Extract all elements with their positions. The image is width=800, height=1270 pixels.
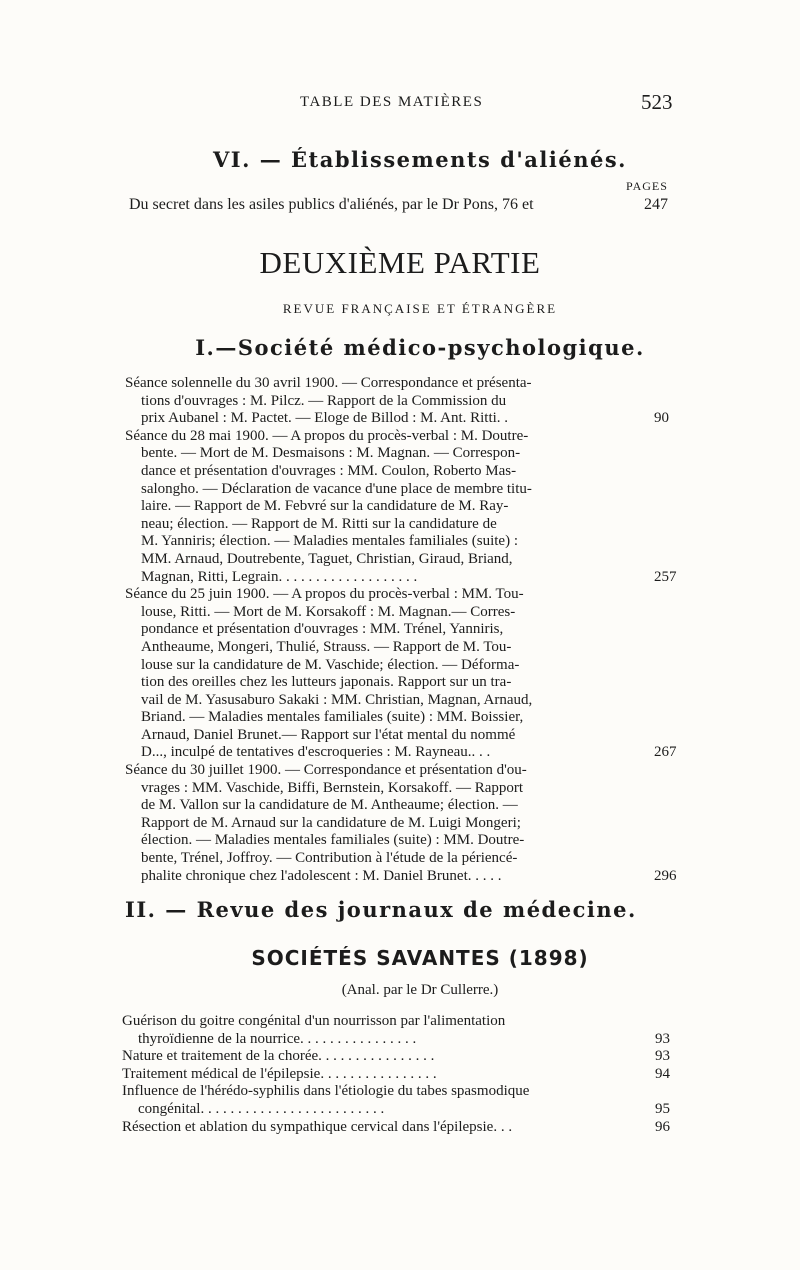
- toc-line: [125, 709, 675, 727]
- toc-line-text: vail de M. Yasusaburo Sakaki : MM. Christian, Magnan, Arnaud,: [141, 691, 533, 708]
- section-heading-i: I.—Société médico-psychologique.: [195, 335, 645, 360]
- toc-line-text: thyroïdienne de la nourrice. . . . . . . . . . . . . . . .: [138, 1030, 417, 1047]
- toc-line-text: Guérison du goitre congénital d'un nourrisson par l'alimentation: [122, 1013, 506, 1029]
- toc-line-page: 296: [654, 867, 677, 884]
- toc-line-text: phalite chronique chez l'adolescent : M. Daniel Brunet. . . . .: [141, 867, 502, 884]
- toc-line: [122, 1031, 677, 1049]
- toc-line: [122, 1101, 677, 1119]
- toc-line: [125, 604, 675, 622]
- toc-line: [125, 692, 675, 710]
- toc-line: [125, 393, 675, 411]
- toc-line: [125, 780, 675, 798]
- toc-line-text: vrages : MM. Vaschide, Biffi, Bernstein, Korsakoff. — Rapport: [141, 779, 524, 796]
- toc-line: [125, 850, 675, 868]
- toc-line: [122, 1013, 677, 1031]
- toc-line: [125, 674, 675, 692]
- analyst-credit: (Anal. par le Dr Cullerre.): [341, 982, 499, 998]
- toc-line-text: laire. — Rapport de M. Febvré sur la candidature de M. Ray-: [141, 498, 509, 515]
- toc-list-societe: [125, 375, 675, 885]
- toc-line-text: prix Aubanel : M. Pactet. — Eloge de Billod : M. Ant. Ritti. .: [141, 410, 509, 427]
- toc-line: [125, 586, 675, 604]
- toc-line: [125, 832, 675, 850]
- toc-line: [125, 797, 675, 815]
- toc-line: [122, 1083, 677, 1101]
- toc-line-text: dance et présentation d'ouvrages : MM. Coulon, Roberto Mas-: [141, 462, 517, 479]
- toc-line-text: élection. — Maladies mentales familiales (suite) : MM. Doutre-: [141, 832, 525, 849]
- toc-line: [125, 463, 675, 481]
- toc-line-text: Antheaume, Mongeri, Thulié, Strauss. — Rapport de M. Tou-: [141, 638, 512, 655]
- toc-line-text: Influence de l'hérédo-syphilis dans l'étiologie du tabes spasmodique: [122, 1083, 530, 1100]
- part-title: DEUXIÈME PARTIE: [259, 245, 541, 280]
- toc-line-page: 93: [655, 1030, 670, 1047]
- toc-line-page: 267: [654, 744, 677, 761]
- toc-entry-page: 247: [644, 196, 668, 213]
- toc-line-text: neau; élection. — Rapport de M. Ritti sur la candidature de: [141, 515, 497, 532]
- toc-line-page: 96: [655, 1118, 670, 1135]
- page-number: 523: [641, 90, 673, 114]
- toc-line-text: Arnaud, Daniel Brunet.— Rapport sur l'état mental du nommé: [141, 726, 516, 743]
- toc-line-text: bente. — Mort de M. Desmaisons : M. Magnan. — Correspon-: [141, 445, 521, 462]
- toc-line-text: Séance du 30 juillet 1900. — Correspondance et présentation d'ou-: [125, 762, 527, 779]
- toc-line: [125, 428, 675, 446]
- toc-line: [125, 657, 675, 675]
- running-title: TABLE DES MATIÈRES: [300, 94, 484, 110]
- toc-line-text: Briand. — Maladies mentales familiales (suite) : MM. Boissier,: [141, 709, 524, 726]
- toc-line-text: Traitement médical de l'épilepsie. . . . . . . . . . . . . . . .: [122, 1065, 437, 1082]
- toc-line: [125, 445, 675, 463]
- toc-line-text: Séance solennelle du 30 avril 1900. — Correspondance et présenta-: [125, 375, 532, 391]
- toc-line-text: Rapport de M. Arnaud sur la candidature de M. Luigi Mongeri;: [141, 814, 521, 831]
- toc-entry-text: Du secret dans les asiles publics d'aliénés, par le Dr Pons, 76 et: [129, 196, 534, 213]
- toc-line: [125, 744, 675, 762]
- section-heading-ii: II. — Revue des journaux de médecine.: [125, 897, 637, 922]
- toc-line-text: D..., inculpé de tentatives d'escroqueries : M. Rayneau.. . .: [141, 744, 491, 761]
- toc-line-text: Résection et ablation du sympathique cervical dans l'épilepsie. . .: [122, 1118, 513, 1135]
- toc-line: [125, 762, 675, 780]
- toc-entry-secret: [129, 196, 668, 214]
- toc-line-text: MM. Arnaud, Doutrebente, Taguet, Christian, Giraud, Briand,: [141, 550, 513, 567]
- toc-line-text: salongho. — Déclaration de vacance d'une place de membre titu-: [141, 480, 532, 497]
- toc-line: [125, 639, 675, 657]
- toc-line: [125, 498, 675, 516]
- toc-line-page: 90: [654, 410, 669, 427]
- toc-line: [122, 1066, 677, 1084]
- toc-line: [122, 1119, 677, 1137]
- toc-line: [125, 868, 675, 886]
- toc-line: [125, 481, 675, 499]
- toc-list-journaux: [122, 1013, 677, 1136]
- toc-line: [125, 621, 675, 639]
- toc-line-text: Nature et traitement de la chorée. . . . . . . . . . . . . . . .: [122, 1048, 435, 1065]
- subsection-title: SOCIÉTÉS SAVANTES (1898): [251, 946, 589, 970]
- toc-line: [125, 569, 675, 587]
- toc-line: [125, 375, 675, 393]
- toc-line-text: tion des oreilles chez les lutteurs japonais. Rapport sur un tra-: [141, 674, 512, 691]
- toc-line: [125, 410, 675, 428]
- toc-line-text: louse sur la candidature de M. Vaschide; élection. — Déforma-: [141, 656, 520, 673]
- toc-line-page: 93: [655, 1048, 670, 1065]
- toc-line: [125, 551, 675, 569]
- part-subtitle: REVUE FRANÇAISE ET ÉTRANGÈRE: [282, 301, 558, 316]
- toc-line-text: Magnan, Ritti, Legrain. . . . . . . . . . . . . . . . . . .: [141, 568, 418, 585]
- toc-line-text: Séance du 25 juin 1900. — A propos du procès-verbal : MM. Tou-: [125, 586, 524, 603]
- toc-line-page: 257: [654, 568, 677, 585]
- toc-line: [125, 533, 675, 551]
- toc-line: [122, 1048, 677, 1066]
- toc-line-text: pondance et présentation d'ouvrages : MM. Trénel, Yanniris,: [141, 621, 504, 638]
- toc-line-text: louse, Ritti. — Mort de M. Korsakoff : M. Magnan.— Corres-: [141, 603, 516, 620]
- toc-line: [125, 727, 675, 745]
- toc-line-text: M. Yanniris; élection. — Maladies mentales familiales (suite) :: [141, 533, 519, 550]
- pages-label: PAGES: [626, 179, 668, 193]
- section-heading-vi: VI. — Établissements d'aliénés.: [213, 147, 627, 172]
- toc-line: [125, 516, 675, 534]
- toc-line: [125, 815, 675, 833]
- toc-line-text: de M. Vallon sur la candidature de M. Antheaume; élection. —: [141, 797, 518, 814]
- toc-line-text: Séance du 28 mai 1900. — A propos du procès-verbal : M. Doutre-: [125, 427, 529, 444]
- toc-line-page: 94: [655, 1065, 670, 1082]
- toc-line-text: bente, Trénel, Joffroy. — Contribution à l'étude de la périencé-: [141, 850, 518, 867]
- toc-line-page: 95: [655, 1100, 670, 1117]
- toc-line-text: congénital. . . . . . . . . . . . . . . . . . . . . . . . .: [138, 1100, 385, 1117]
- toc-line-text: tions d'ouvrages : M. Pilcz. — Rapport de la Commission du: [141, 392, 507, 409]
